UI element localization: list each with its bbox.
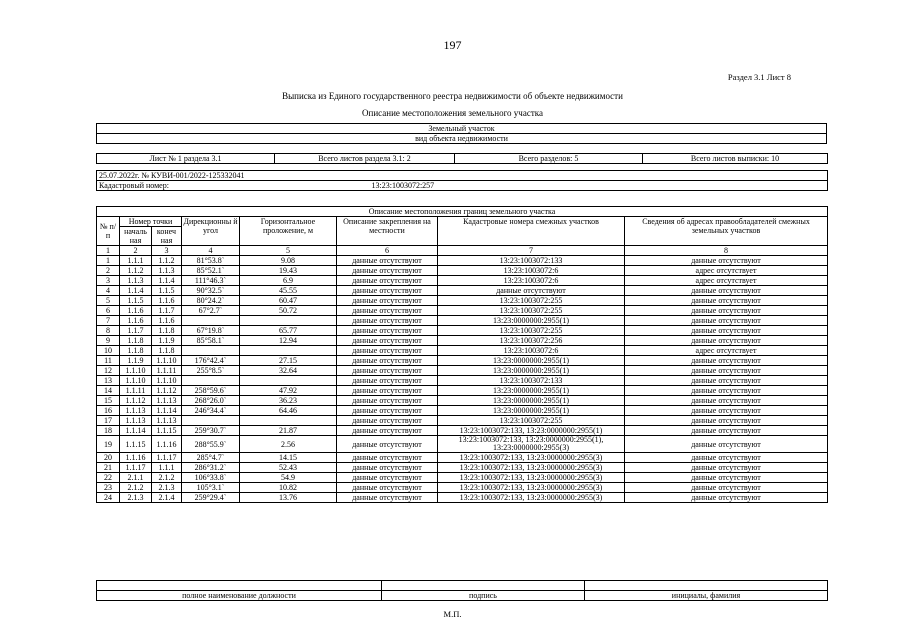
table-cell: 1.1.6 xyxy=(120,306,152,316)
table-cell: 1.1.15 xyxy=(152,426,182,436)
table-cell: 1.1.6 xyxy=(120,316,152,326)
table-cell: данные отсутствуют xyxy=(337,296,438,306)
page-number: 197 xyxy=(443,38,462,52)
table-cell: 23 xyxy=(97,483,120,493)
table-cell: 14.15 xyxy=(240,453,337,463)
table-cell: 36.23 xyxy=(240,396,337,406)
table-cell: 13:23:0000000:2955(1) xyxy=(438,316,625,326)
table-cell: данные отсутствуют xyxy=(625,473,828,483)
table-cell: 1.1.13 xyxy=(152,396,182,406)
table-row xyxy=(97,396,828,406)
object-header xyxy=(96,123,827,144)
table-cell: 288°55.9` xyxy=(182,436,240,453)
col-header-start: началь ная xyxy=(120,227,152,246)
table-cell: 111°46.3` xyxy=(182,276,240,286)
table-cell: данные отсутствуют xyxy=(337,463,438,473)
table-cell xyxy=(240,416,337,426)
table-cell: 1.1.6 xyxy=(152,296,182,306)
table-cell: 1.1.8 xyxy=(120,346,152,356)
sheet-info xyxy=(96,153,828,164)
table-cell: 9 xyxy=(97,336,120,346)
table-cell: 1.1.9 xyxy=(152,336,182,346)
table-cell: 105°3.1` xyxy=(182,483,240,493)
table-cell: данные отсутствуют xyxy=(625,256,828,266)
table-cell: 259°30.7` xyxy=(182,426,240,436)
table-cell: данные отсутствуют xyxy=(337,356,438,366)
table-cell: 15 xyxy=(97,396,120,406)
table-cell: 13:23:0000000:2955(1) xyxy=(438,386,625,396)
table-cell: 10 xyxy=(97,346,120,356)
table-cell: 1.1.17 xyxy=(152,453,182,463)
table-row xyxy=(97,406,828,416)
table-cell: данные отсутствуют xyxy=(337,286,438,296)
table-cell: 1.1.8 xyxy=(152,346,182,356)
table-cell: 80°24.2` xyxy=(182,296,240,306)
table-cell: 20 xyxy=(97,453,120,463)
table-cell: 67°2.7` xyxy=(182,306,240,316)
position-line xyxy=(97,581,382,591)
table-cell: 85°58.1` xyxy=(182,336,240,346)
column-number: 7 xyxy=(438,246,625,256)
table-cell: данные отсутствуют xyxy=(625,356,828,366)
table-cell: 1.1.8 xyxy=(152,326,182,336)
table-cell: данные отсутствуют xyxy=(337,256,438,266)
table-cell: 17 xyxy=(97,416,120,426)
table-cell: 1.1.4 xyxy=(120,286,152,296)
table-row xyxy=(97,473,828,483)
sheet-number: Лист № 1 раздела 3.1 xyxy=(97,154,275,164)
table-cell: данные отсутствуют xyxy=(438,286,625,296)
table-row xyxy=(97,296,828,306)
table-cell: 1.1.11 xyxy=(120,386,152,396)
table-cell: 13:23:0000000:2955(1) xyxy=(438,406,625,416)
table-cell: данные отсутствуют xyxy=(337,316,438,326)
table-cell: 3 xyxy=(97,276,120,286)
table-cell xyxy=(182,416,240,426)
table-cell: данные отсутствуют xyxy=(625,316,828,326)
table-cell: данные отсутствуют xyxy=(337,386,438,396)
col-header-distance: Горизонтальное проложение, м xyxy=(240,217,337,246)
table-cell: данные отсутствуют xyxy=(337,493,438,503)
table-cell: 22 xyxy=(97,473,120,483)
table-row xyxy=(97,386,828,396)
table-cell: данные отсутствуют xyxy=(625,376,828,386)
table-cell: 11 xyxy=(97,356,120,366)
table-cell: данные отсутствуют xyxy=(625,463,828,473)
table-row xyxy=(97,436,828,453)
table-cell: данные отсутствуют xyxy=(337,326,438,336)
table-cell: данные отсутствуют xyxy=(337,366,438,376)
table-cell: 1.1.9 xyxy=(120,356,152,366)
table-cell: данные отсутствуют xyxy=(625,493,828,503)
table-cell: адрес отсутствует xyxy=(625,266,828,276)
table-cell: данные отсутствуют xyxy=(337,426,438,436)
table-cell: 1.1.3 xyxy=(152,266,182,276)
column-number: 5 xyxy=(240,246,337,256)
table-cell: 52.43 xyxy=(240,463,337,473)
table-cell: 50.72 xyxy=(240,306,337,316)
table-cell: данные отсутствуют xyxy=(337,306,438,316)
table-cell: 1.1.6 xyxy=(152,316,182,326)
table-cell: данные отсутствуют xyxy=(337,406,438,416)
table-row xyxy=(97,493,828,503)
table-cell: данные отсутствуют xyxy=(625,336,828,346)
table-cell: данные отсутствуют xyxy=(625,286,828,296)
table-cell: 32.64 xyxy=(240,366,337,376)
table-row xyxy=(97,316,828,326)
table-cell: данные отсутствуют xyxy=(337,483,438,493)
table-cell: 19.43 xyxy=(240,266,337,276)
table-cell: 5 xyxy=(97,296,120,306)
table-cell: 285°4.7` xyxy=(182,453,240,463)
table-cell xyxy=(182,346,240,356)
table-cell: данные отсутствуют xyxy=(625,406,828,416)
column-number: 1 xyxy=(97,246,120,256)
table-cell: 19 xyxy=(97,436,120,453)
table-cell: 1.1.1 xyxy=(120,256,152,266)
table-cell: 106°33.8` xyxy=(182,473,240,483)
table-cell: 13:23:0000000:2955(1) xyxy=(438,366,625,376)
table-row xyxy=(97,453,828,463)
table-cell: 13:23:1003072:255 xyxy=(438,416,625,426)
table-cell: 12.94 xyxy=(240,336,337,346)
table-cell: данные отсутствуют xyxy=(337,473,438,483)
table-cell xyxy=(182,316,240,326)
table-cell: 13:23:1003072:255 xyxy=(438,326,625,336)
table-cell: 13 xyxy=(97,376,120,386)
table-cell: адрес отсутствует xyxy=(625,276,828,286)
table-cell: 259°29.4` xyxy=(182,493,240,503)
table-cell: 47.92 xyxy=(240,386,337,396)
signature-caption: подпись xyxy=(382,591,585,601)
col-header-fixing: Описание закрепления на местности xyxy=(337,217,438,246)
table-cell: 2.1.2 xyxy=(120,483,152,493)
table-cell: данные отсутствуют xyxy=(337,416,438,426)
table-cell: 1.1.10 xyxy=(120,366,152,376)
table-cell: 1.1.16 xyxy=(152,436,182,453)
table-cell: 246°34.4` xyxy=(182,406,240,416)
initials-line xyxy=(585,581,828,591)
table-cell: 13:23:1003072:6 xyxy=(438,266,625,276)
table-row xyxy=(97,286,828,296)
table-cell: 1.1.8 xyxy=(120,336,152,346)
document-reference: 25.07.2022г. № КУВИ-001/2022-125332041 xyxy=(97,171,828,181)
table-cell: 1.1.2 xyxy=(120,266,152,276)
column-number: 6 xyxy=(337,246,438,256)
table-cell: 13:23:1003072:133, 13:23:0000000:2955(3) xyxy=(438,453,625,463)
table-row xyxy=(97,356,828,366)
table-cell: 7 xyxy=(97,316,120,326)
table-cell: 255°8.5` xyxy=(182,366,240,376)
table-cell: 1.1.4 xyxy=(152,276,182,286)
document-subtitle: Описание местоположения земельного участка xyxy=(362,108,543,118)
table-cell: 8 xyxy=(97,326,120,336)
table-cell: 16 xyxy=(97,406,120,416)
cadastral-label: Кадастровый номер: xyxy=(97,181,370,191)
table-cell: 64.46 xyxy=(240,406,337,416)
col-header-angle: Дирекционны й угол xyxy=(182,217,240,246)
table-cell: 21 xyxy=(97,463,120,473)
table-cell: 4 xyxy=(97,286,120,296)
table-cell: 13:23:1003072:133 xyxy=(438,376,625,386)
table-row xyxy=(97,346,828,356)
table-row xyxy=(97,276,828,286)
table-cell: 1.1.14 xyxy=(152,406,182,416)
table-row xyxy=(97,463,828,473)
table-cell: данные отсутствуют xyxy=(625,326,828,336)
table-cell: 13.76 xyxy=(240,493,337,503)
table-cell: 21.87 xyxy=(240,426,337,436)
table-cell: 9.08 xyxy=(240,256,337,266)
table-cell: 1.1.16 xyxy=(120,453,152,463)
table-cell: 1.1.14 xyxy=(120,426,152,436)
document-title: Выписка из Единого государственного реестра недвижимости об объекте недвижимости xyxy=(282,91,623,101)
boundary-table xyxy=(96,206,828,503)
table-cell: 27.15 xyxy=(240,356,337,366)
table-cell: 81°53.8` xyxy=(182,256,240,266)
stamp-place: М.П. xyxy=(443,609,462,619)
table-cell: 1.1.7 xyxy=(120,326,152,336)
table-cell: 13:23:0000000:2955(1) xyxy=(438,356,625,366)
table-cell: данные отсутствуют xyxy=(337,453,438,463)
table-cell: 2.1.3 xyxy=(120,493,152,503)
column-number: 2 xyxy=(120,246,152,256)
table-cell: 13:23:1003072:133, 13:23:0000000:2955(3) xyxy=(438,493,625,503)
table-cell: 1.1.5 xyxy=(120,296,152,306)
position-caption: полное наименование должности xyxy=(97,591,382,601)
column-number: 3 xyxy=(152,246,182,256)
table-cell: 1.1.12 xyxy=(120,396,152,406)
table-cell: 13:23:1003072:133, 13:23:0000000:2955(1) xyxy=(438,426,625,436)
table-cell: данные отсутствуют xyxy=(625,416,828,426)
table-cell: 13:23:1003072:133, 13:23:0000000:2955(3) xyxy=(438,483,625,493)
table-cell: данные отсутствуют xyxy=(337,276,438,286)
table-cell: 14 xyxy=(97,386,120,396)
table-cell: 1.1.13 xyxy=(152,416,182,426)
table-cell: 6.9 xyxy=(240,276,337,286)
table-cell: данные отсутствуют xyxy=(625,306,828,316)
table-cell: 1.1.7 xyxy=(152,306,182,316)
col-header-point: Номер точки xyxy=(120,217,182,227)
table-cell: данные отсутствуют xyxy=(625,366,828,376)
table-cell: 13:23:1003072:255 xyxy=(438,306,625,316)
table-cell: 1.1.17 xyxy=(120,463,152,473)
table-cell xyxy=(240,376,337,386)
table-cell: 1.1.13 xyxy=(120,406,152,416)
table-cell: 1.1.13 xyxy=(120,416,152,426)
table-cell: 2.56 xyxy=(240,436,337,453)
table-cell: 2.1.4 xyxy=(152,493,182,503)
cadastral-number: 13:23:1003072:257 xyxy=(370,181,828,191)
table-cell: 1.1.1 xyxy=(152,463,182,473)
table-row xyxy=(97,336,828,346)
table-cell: данные отсутствуют xyxy=(625,426,828,436)
table-cell: 13:23:1003072:6 xyxy=(438,346,625,356)
table-cell: 13:23:1003072:255 xyxy=(438,296,625,306)
table-cell: данные отсутствуют xyxy=(625,386,828,396)
table-cell: данные отсутствуют xyxy=(337,336,438,346)
table-row xyxy=(97,426,828,436)
table-cell: 13:23:1003072:133, 13:23:0000000:2955(3) xyxy=(438,463,625,473)
initials-caption: инициалы, фамилия xyxy=(585,591,828,601)
col-header-adjacent: Кадастровые номера смежных участков xyxy=(438,217,625,246)
table-cell: 2.1.3 xyxy=(152,483,182,493)
table-cell: 258°59.6` xyxy=(182,386,240,396)
table-cell: 13:23:1003072:133 xyxy=(438,256,625,266)
table-cell: 13:23:1003072:256 xyxy=(438,336,625,346)
table-cell xyxy=(240,316,337,326)
table-cell: 54.9 xyxy=(240,473,337,483)
table-cell: 45.55 xyxy=(240,286,337,296)
signature-line xyxy=(382,581,585,591)
table-cell: 1 xyxy=(97,256,120,266)
table-cell: адрес отсутствует xyxy=(625,346,828,356)
table-cell: 60.47 xyxy=(240,296,337,306)
table-title: Описание местоположения границ земельного участка xyxy=(97,207,828,217)
table-cell: 13:23:0000000:2955(1) xyxy=(438,396,625,406)
total-sections: Всего разделов: 5 xyxy=(455,154,643,164)
table-row xyxy=(97,256,828,266)
table-cell: 1.1.3 xyxy=(120,276,152,286)
table-cell: 24 xyxy=(97,493,120,503)
object-type-caption: вид объекта недвижимости xyxy=(97,134,827,144)
table-cell: данные отсутствуют xyxy=(625,296,828,306)
table-cell: 65.77 xyxy=(240,326,337,336)
table-cell: данные отсутствуют xyxy=(625,483,828,493)
table-cell: 2.1.2 xyxy=(152,473,182,483)
total-sheets-section: Всего листов раздела 3.1: 2 xyxy=(275,154,455,164)
table-cell: 1.1.15 xyxy=(120,436,152,453)
table-cell: 1.1.2 xyxy=(152,256,182,266)
table-cell: 286°31.2` xyxy=(182,463,240,473)
col-header-owners: Сведения об адресах правообладателей смежных земельных участков xyxy=(625,217,828,246)
table-cell: 6 xyxy=(97,306,120,316)
table-cell: 1.1.12 xyxy=(152,386,182,396)
table-cell: данные отсутствуют xyxy=(337,376,438,386)
table-row xyxy=(97,376,828,386)
total-sheets-extract: Всего листов выписки: 10 xyxy=(643,154,828,164)
object-type: Земельный участок xyxy=(97,124,827,134)
table-cell: данные отсутствуют xyxy=(625,396,828,406)
column-number: 8 xyxy=(625,246,828,256)
column-number: 4 xyxy=(182,246,240,256)
table-cell: 1.1.10 xyxy=(152,376,182,386)
column-number-row xyxy=(97,246,828,256)
table-cell xyxy=(240,346,337,356)
table-cell: 2.1.1 xyxy=(120,473,152,483)
table-cell: 12 xyxy=(97,366,120,376)
table-cell: 13:23:1003072:6 xyxy=(438,276,625,286)
col-header-num: № п/п xyxy=(97,217,120,246)
table-cell: 13:23:1003072:133, 13:23:0000000:2955(1), 13:23:0000000:2955(3) xyxy=(438,436,625,453)
table-row xyxy=(97,416,828,426)
table-row xyxy=(97,326,828,336)
table-cell: данные отсутствуют xyxy=(337,396,438,406)
table-cell: данные отсутствуют xyxy=(337,436,438,453)
section-label: Раздел 3.1 Лист 8 xyxy=(727,72,791,82)
table-cell: 85°52.1` xyxy=(182,266,240,276)
table-cell: 1.1.10 xyxy=(120,376,152,386)
cadastral-block xyxy=(96,170,828,191)
table-cell: данные отсутствуют xyxy=(625,436,828,453)
table-cell: 1.1.11 xyxy=(152,366,182,376)
table-cell: 67°19.8` xyxy=(182,326,240,336)
table-cell: 13:23:1003072:133, 13:23:0000000:2955(3) xyxy=(438,473,625,483)
signature-block xyxy=(96,580,828,601)
table-cell: 268°26.0` xyxy=(182,396,240,406)
table-cell: 18 xyxy=(97,426,120,436)
table-row xyxy=(97,306,828,316)
table-cell xyxy=(182,376,240,386)
table-cell: 176°42.4` xyxy=(182,356,240,366)
col-header-end: конеч ная xyxy=(152,227,182,246)
table-cell: 1.1.10 xyxy=(152,356,182,366)
table-row xyxy=(97,483,828,493)
table-row xyxy=(97,366,828,376)
table-cell: 2 xyxy=(97,266,120,276)
table-cell: 90°32.5` xyxy=(182,286,240,296)
table-cell: данные отсутствуют xyxy=(337,346,438,356)
table-cell: данные отсутствуют xyxy=(625,453,828,463)
table-cell: 10.82 xyxy=(240,483,337,493)
table-row xyxy=(97,266,828,276)
table-cell: 1.1.5 xyxy=(152,286,182,296)
table-cell: данные отсутствуют xyxy=(337,266,438,276)
